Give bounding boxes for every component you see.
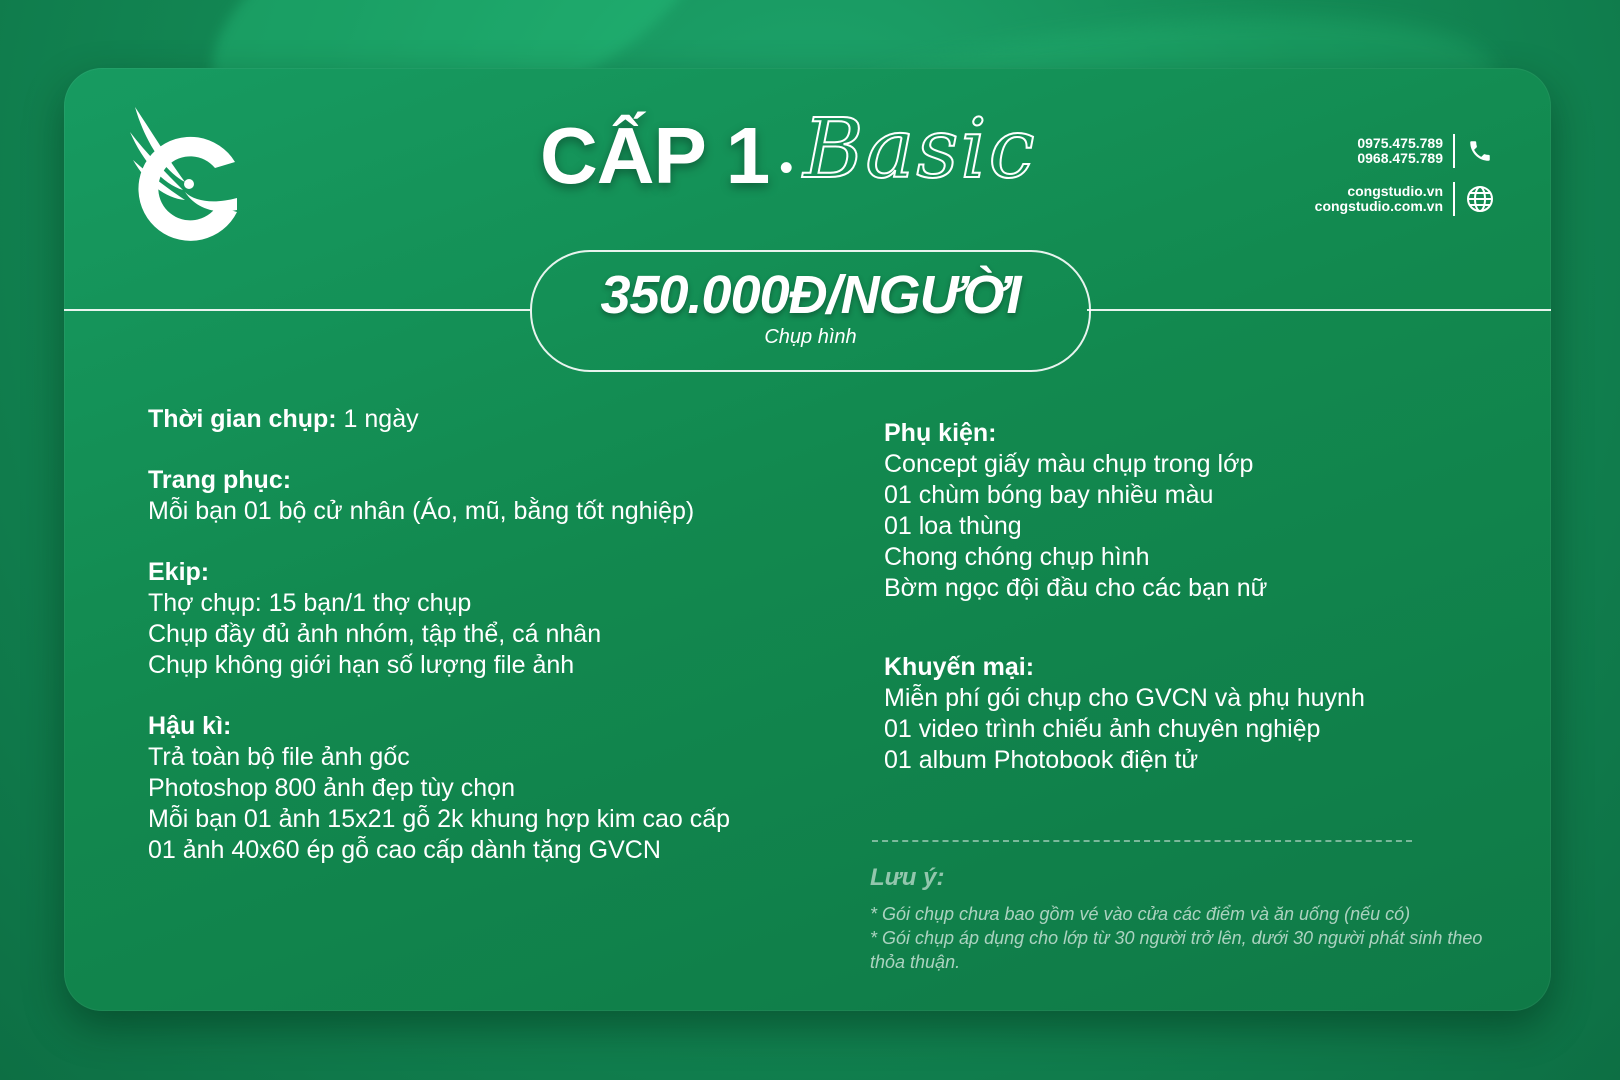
section-label: Phụ kiện: bbox=[884, 419, 997, 447]
phone-number[interactable]: 0975.475.789 bbox=[1357, 135, 1443, 151]
right-column bbox=[884, 418, 1504, 806]
list-item: 01 chùm bóng bay nhiều màu bbox=[884, 481, 1214, 509]
section-label: Thời gian chụp: bbox=[148, 405, 337, 433]
note-item: * Gói chụp áp dụng cho lớp từ 30 người trở lên, dưới 30 người phát sinh theo thỏa thuận. bbox=[870, 928, 1483, 972]
list-item: Chụp đầy đủ ảnh nhóm, tập thể, cá nhân bbox=[148, 620, 602, 648]
phone-number[interactable]: 0968.475.789 bbox=[1357, 150, 1443, 166]
list-item: Chong chóng chụp hình bbox=[884, 543, 1150, 571]
list-item: Mỗi bạn 01 ảnh 15x21 gỗ 2k khung hợp kim cao cấp bbox=[148, 805, 731, 833]
section-value: 1 ngày bbox=[336, 405, 419, 433]
section-label: Ekip: bbox=[148, 558, 210, 586]
list-item: Chụp không giới hạn số lượng file ảnh bbox=[148, 651, 575, 679]
price-value: 350.000Đ/NGƯỜI bbox=[600, 265, 1021, 325]
divider-line bbox=[1087, 309, 1551, 311]
price-badge bbox=[530, 250, 1091, 372]
price-subtitle: Chụp hình bbox=[764, 326, 857, 348]
note-item: * Gói chụp chưa bao gồm vé vào cửa các điểm và ăn uống (nếu có) bbox=[870, 904, 1411, 924]
website-link[interactable]: congstudio.vn bbox=[1347, 183, 1443, 199]
title-script: Basic bbox=[803, 102, 1037, 197]
website-link[interactable]: congstudio.com.vn bbox=[1314, 198, 1443, 214]
list-item: Bờm ngọc đội đầu cho các bạn nữ bbox=[884, 574, 1268, 602]
left-column bbox=[148, 404, 788, 896]
section-label: Khuyến mại: bbox=[884, 653, 1035, 681]
page-title bbox=[540, 102, 1037, 230]
list-item: 01 album Photobook điện tử bbox=[884, 746, 1199, 774]
phone-row bbox=[1275, 134, 1495, 168]
divider bbox=[1453, 134, 1455, 168]
list-item: Miễn phí gói chụp cho GVCN và phụ huynh bbox=[884, 684, 1365, 712]
note-title: Lưu ý: bbox=[870, 864, 945, 891]
list-item: Mỗi bạn 01 bộ cử nhân (Áo, mũ, bằng tốt nghiệp) bbox=[148, 497, 695, 525]
title-dot: • bbox=[779, 146, 794, 190]
section-label: Hậu kì: bbox=[148, 712, 232, 740]
list-item: Trả toàn bộ file ảnh gốc bbox=[148, 743, 410, 771]
section-label: Trang phục: bbox=[148, 466, 292, 494]
list-item: 01 ảnh 40x60 ép gỗ cao cấp dành tặng GVCN bbox=[148, 836, 661, 864]
time-section bbox=[148, 404, 788, 435]
globe-icon bbox=[1465, 184, 1495, 214]
notes-block bbox=[870, 902, 1510, 974]
title-main: CẤP 1 bbox=[540, 111, 770, 200]
accessories-section bbox=[884, 418, 1504, 604]
promo-section bbox=[884, 652, 1504, 776]
divider bbox=[1453, 182, 1455, 216]
list-item: Thợ chụp: 15 bạn/1 thợ chụp bbox=[148, 589, 472, 617]
contact-block bbox=[1275, 134, 1495, 230]
list-item: Photoshop 800 ảnh đẹp tùy chọn bbox=[148, 774, 515, 802]
phone-icon bbox=[1465, 136, 1495, 166]
post-production-section bbox=[148, 711, 788, 866]
list-item: 01 video trình chiếu ảnh chuyên nghiệp bbox=[884, 715, 1321, 743]
studio-logo-icon bbox=[125, 102, 255, 242]
crew-section bbox=[148, 557, 788, 681]
list-item: Concept giấy màu chụp trong lớp bbox=[884, 450, 1254, 478]
costume-section bbox=[148, 465, 788, 527]
divider-line bbox=[64, 309, 530, 311]
dashed-divider bbox=[872, 840, 1412, 842]
list-item: 01 loa thùng bbox=[884, 512, 1022, 540]
web-row bbox=[1275, 182, 1495, 216]
